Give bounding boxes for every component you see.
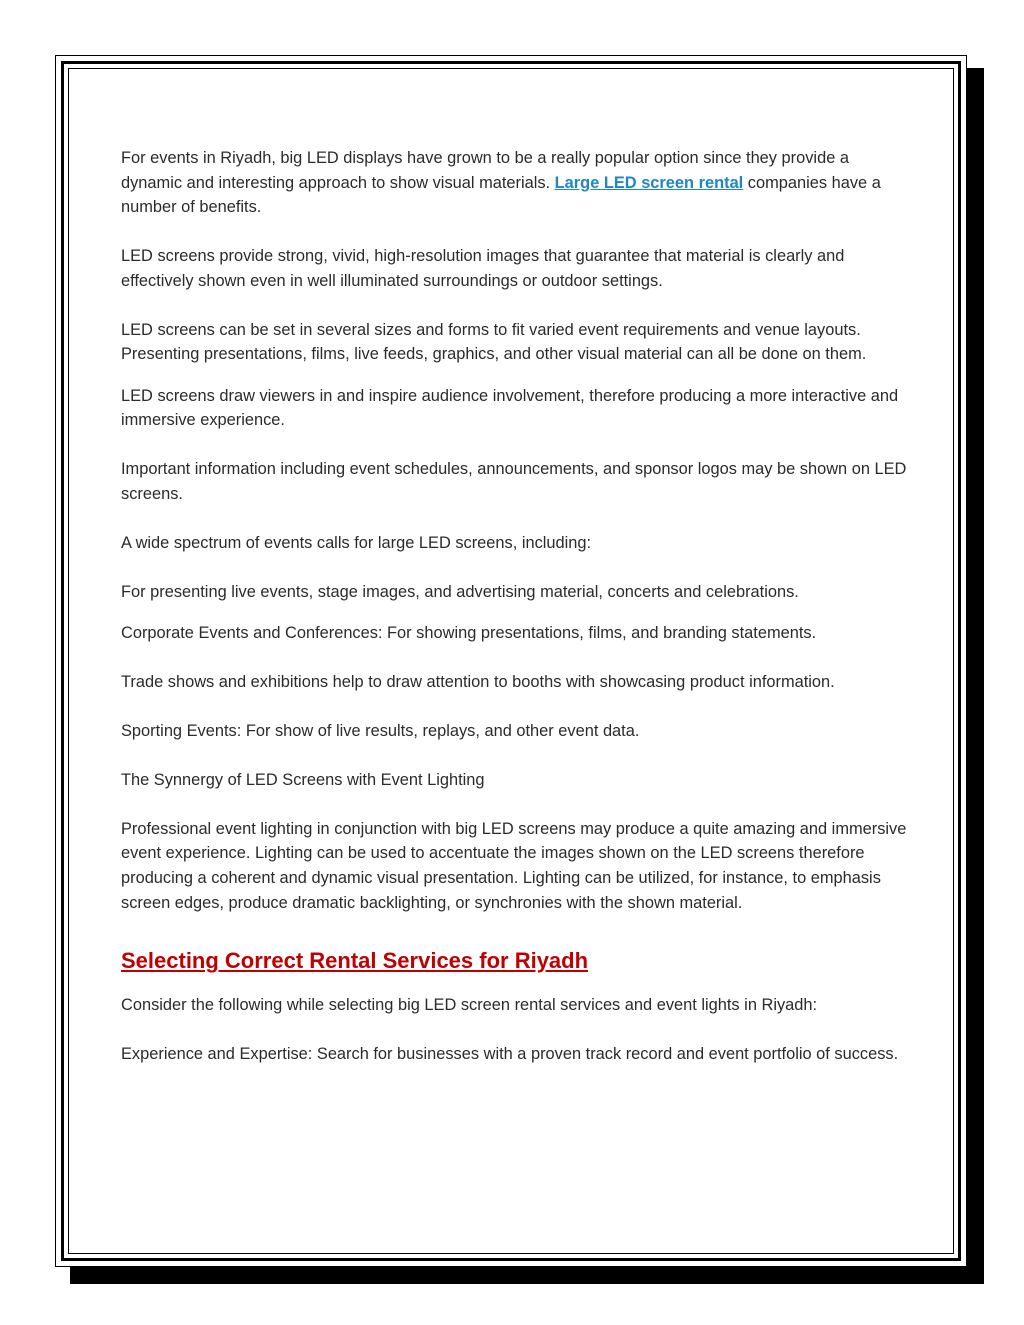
paragraph-engagement: LED screens draw viewers in and inspire audience involvement, therefore producing a more interactive and immersive experience. [121, 386, 899, 430]
intro-text-after-link: companies have a number of benefits. [121, 173, 881, 217]
paragraph-event-lighting: Professional event lighting in conjunction with big LED screens may produce a quite amazing and immersive event experience. Lighting can be used to accentuate the images shown on the LED screens therefore producing a coherent and dynamic visual presentation. Lighting can be utilized, for instance, to emphasis screen edges, produce dramatic backlighting, or synchronies with the shown material. [121, 819, 907, 912]
paragraph-flexibility: LED screens can be set in several sizes and forms to fit varied event requirements and venue layouts. Presenting presentations, films, live feeds, graphics, and other visual material can all be done on them. [121, 320, 867, 364]
large-led-screen-rental-link[interactable]: Large LED screen rental [554, 173, 744, 192]
paragraph-synergy-title: The Synnergy of LED Screens with Event Lighting [121, 770, 485, 789]
paragraph-corporate-events: Corporate Events and Conferences: For showing presentations, films, and branding statements. [121, 623, 817, 642]
paragraph-trade-shows: Trade shows and exhibitions help to draw attention to booths with showcasing product information. [121, 672, 835, 691]
paragraph-sporting-events: Sporting Events: For show of live results, replays, and other event data. [121, 721, 640, 740]
paragraph-selection-intro: Consider the following while selecting big LED screen rental services and event lights in Riyadh: [121, 996, 818, 1015]
paragraph-concerts: For presenting live events, stage images, and advertising material, concerts and celebrations. [121, 582, 799, 601]
intro-paragraph [121, 146, 911, 220]
paragraph-experience: Experience and Expertise: Search for businesses with a proven track record and event portfolio of success. [121, 1045, 899, 1064]
section-heading: Selecting Correct Rental Services for Riyadh [121, 948, 589, 974]
intro-text-before-link: For events in Riyadh, big LED displays have grown to be a really popular option since they provide a dynamic and interesting approach to show visual materials. [121, 149, 849, 192]
document-body [121, 146, 911, 1067]
paragraph-event-types-intro: A wide spectrum of events calls for large LED screens, including: [121, 533, 592, 552]
paragraph-image-quality: LED screens provide strong, vivid, high-resolution images that guarantee that material is clearly and effectively shown even in well illuminated surroundings or outdoor settings. [121, 247, 845, 290]
paragraph-information: Important information including event schedules, announcements, and sponsor logos may be shown on LED screens. [121, 460, 907, 503]
